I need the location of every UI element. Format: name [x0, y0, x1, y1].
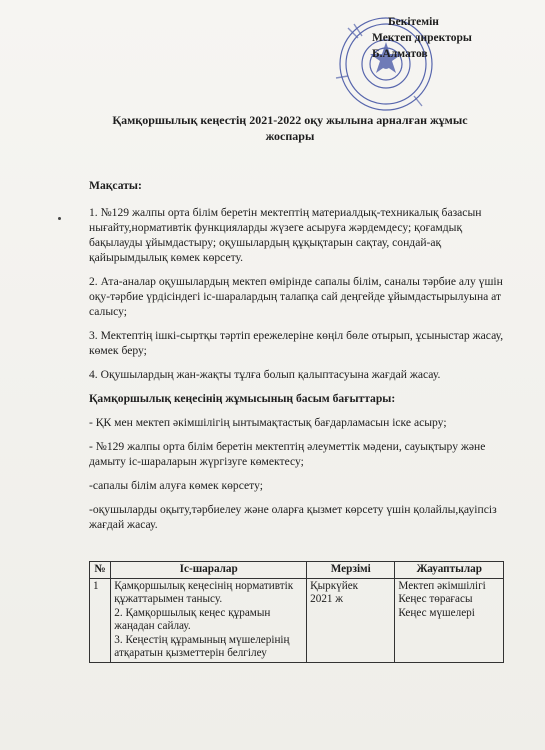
direction-item: - ҚК мен мектеп әкімшілігің ынтымақтастық бағдарламасын іске асыру;: [89, 416, 447, 429]
activity-line: 2. Қамқоршылық кеңес құрамын жаңадан сайлау.: [114, 606, 271, 632]
activity-line: 3. Кеңестің құрамының мүшелерінің атқаратын қызметтерін белгілеу: [114, 633, 290, 659]
goal-item: 4. Оқушылардың жан-жақты тұлға болып қалыптасуына жағдай жасау.: [89, 368, 441, 381]
responsible-line: Кеңес төрағасы: [398, 593, 473, 605]
plan-table: [89, 561, 504, 663]
header-activities: Іс-шаралар: [111, 562, 307, 579]
row-responsible: [395, 578, 504, 662]
goal-item: 1. №129 жалпы орта білім беретін мектептің материалдық-техникалық базасын нығайту,нормативтік функцияларды жүзеге асыруға жәрдемдесу; қоғамдық бақылауды ұйымдастыру; оқушылардың құқықтарын сақтау, сондай-ақ қайырымдылық көмек көрсету.: [89, 206, 482, 264]
header-term: Мерзімі: [307, 562, 395, 579]
row-activities: [111, 578, 307, 662]
header-number: №: [90, 562, 111, 579]
goal-item: 2. Ата-аналар оқушылардың мектеп өмірінде сапалы білім, саналы тәрбие алу үшін оқу-тәрбие үрдісіндегі іс-шаралардың талапқа сай деңгейде ұйымдастырылуына ат салысу;: [89, 275, 503, 318]
document-title: Қамқоршылық кеңестің 2021-2022 оқу жылына арналған жұмыс жоспары: [112, 113, 468, 143]
approval-line-2: Мектеп директоры: [372, 32, 472, 44]
direction-item: -сапалы білім алуға көмек көрсету;: [89, 479, 263, 492]
term-line: Қыркүйек: [310, 579, 359, 592]
table-header-row: [90, 562, 504, 579]
approval-block: [368, 14, 538, 62]
direction-item: - №129 жалпы орта білім беретін мектептің әлеуметтік мәдени, сауықтыру және дамыту іс-шараларын жүргізуге көмектесу;: [89, 440, 486, 468]
responsible-line: Мектеп әкімшілігі: [398, 579, 486, 592]
document-body: [89, 178, 509, 541]
row-term: [307, 578, 395, 662]
goal-item: 3. Мектептің ішкі-сыртқы тәртіп ережелеріне көңіл бөле отырып, ұсыныстар жасау, көмек беру;: [89, 329, 504, 357]
activity-line: Қамқоршылық кеңесінің нормативтік құжаттарымен танысу.: [114, 579, 294, 605]
header-responsible: Жауаптылар: [395, 562, 504, 579]
approval-line-1: Бекітемін: [388, 16, 439, 28]
margin-dot: [58, 217, 61, 220]
goals-heading: Мақсаты:: [89, 179, 142, 192]
responsible-line: Кеңес мүшелері: [398, 606, 475, 619]
directions-heading: Қамқоршылық кеңесінің жұмысының басым бағыттары:: [89, 392, 396, 405]
row-number: 1: [90, 578, 111, 662]
table-row: [90, 578, 504, 662]
approval-line-3: Б.Алматов: [372, 48, 428, 60]
direction-item: -оқушыларды оқыту,тәрбиелеу және оларға қызмет көрсету үшін қолайлы,қауіпсіз жағдай жасау.: [89, 503, 497, 531]
term-line: 2021 ж: [310, 593, 344, 605]
